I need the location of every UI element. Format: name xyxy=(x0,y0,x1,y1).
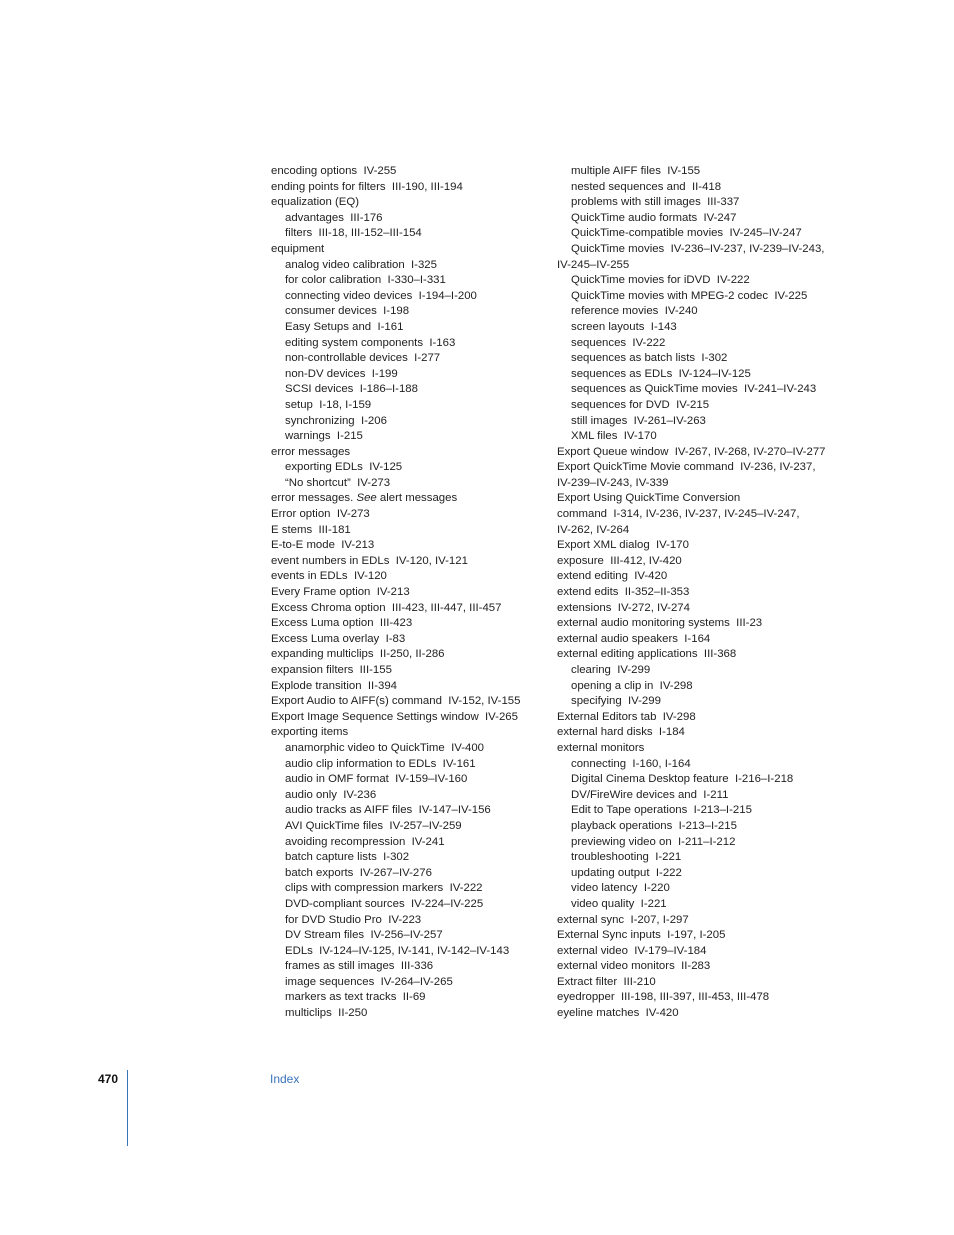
index-subentry: nested sequences and II-418 xyxy=(571,180,722,193)
index-subentry: frames as still images III-336 xyxy=(285,960,434,973)
index-entry: Excess Luma overlay I-83 xyxy=(271,632,406,645)
index-column-left xyxy=(271,164,546,1022)
index-entry: extend edits II-352–II-353 xyxy=(557,586,690,599)
index-entry: command I-314, IV-236, IV-237, IV-245–IV-247, xyxy=(557,508,800,521)
index-subentry: advantages III-176 xyxy=(285,211,383,224)
index-subentry: anamorphic video to QuickTime IV-400 xyxy=(285,741,485,754)
index-entry: exporting items xyxy=(271,726,349,739)
index-entry: extend editing IV-420 xyxy=(557,570,668,583)
index-subentry: updating output I-222 xyxy=(571,866,682,879)
index-subentry: consumer devices I-198 xyxy=(285,305,410,318)
index-subentry: video quality I-221 xyxy=(571,897,667,910)
index-subentry: playback operations I-213–I-215 xyxy=(571,819,737,832)
index-entry: external editing applications III-368 xyxy=(557,648,737,661)
index-subentry: QuickTime audio formats IV-247 xyxy=(571,211,737,224)
index-entry: Excess Chroma option III-423, III-447, III-457 xyxy=(271,601,502,614)
index-subentry: setup I-18, I-159 xyxy=(285,398,372,411)
index-entry: equipment xyxy=(271,242,325,255)
index-subentry: sequences as batch lists I-302 xyxy=(571,352,728,365)
index-entry: ending points for filters III-190, III-194 xyxy=(271,180,463,193)
index-entry: external sync I-207, I-297 xyxy=(557,913,689,926)
index-subentry: QuickTime movies for iDVD IV-222 xyxy=(571,274,750,287)
index-entry: external hard disks I-184 xyxy=(557,726,685,739)
index-entry: external audio speakers I-164 xyxy=(557,632,711,645)
index-subentry: QuickTime movies with MPEG-2 codec IV-225 xyxy=(571,289,808,302)
index-subentry: for DVD Studio Pro IV-223 xyxy=(285,913,422,926)
index-subentry: audio tracks as AIFF files IV-147–IV-156 xyxy=(285,804,491,817)
index-subentry: video latency I-220 xyxy=(571,882,670,895)
index-entry: external monitors xyxy=(557,741,645,754)
index-entry: external video IV-179–IV-184 xyxy=(557,944,707,957)
index-entry: eyedropper III-198, III-397, III-453, III-478 xyxy=(557,991,770,1004)
index-entry: external video monitors II-283 xyxy=(557,960,711,973)
index-subentry: EDLs IV-124–IV-125, IV-141, IV-142–IV-143 xyxy=(285,944,510,957)
index-subentry: exporting EDLs IV-125 xyxy=(285,461,403,474)
index-subentry: batch exports IV-267–IV-276 xyxy=(285,866,432,879)
index-entry: IV-245–IV-255 xyxy=(557,258,630,271)
index-entry: External Sync inputs I-197, I-205 xyxy=(557,929,726,942)
index-subentry: image sequences IV-264–IV-265 xyxy=(285,975,453,988)
index-subentry: editing system components I-163 xyxy=(285,336,456,349)
section-label[interactable]: Index xyxy=(270,1072,300,1086)
index-subentry: previewing video on I-211–I-212 xyxy=(571,835,736,848)
index-subentry: DV/FireWire devices and I-211 xyxy=(571,788,729,801)
index-entry: IV-262, IV-264 xyxy=(557,523,630,536)
index-subentry: audio clip information to EDLs IV-161 xyxy=(285,757,476,770)
index-entry: Export Using QuickTime Conversion xyxy=(557,492,741,505)
index-subentry: clips with compression markers IV-222 xyxy=(285,882,483,895)
index-subentry: sequences as QuickTime movies IV-241–IV-243 xyxy=(571,383,817,396)
index-entry: expansion filters III-155 xyxy=(271,664,392,676)
index-subentry: audio only IV-236 xyxy=(285,788,377,801)
index-subentry: multiclips II-250 xyxy=(285,1007,368,1020)
index-subentry: batch capture lists I-302 xyxy=(285,851,410,864)
index-subentry: warnings I-215 xyxy=(285,430,363,443)
index-subentry: screen layouts I-143 xyxy=(571,320,677,333)
index-subentry: markers as text tracks II-69 xyxy=(285,991,426,1004)
index-entry: exposure III-412, IV-420 xyxy=(557,554,682,567)
page-number: 470 xyxy=(98,1072,119,1086)
index-entry: Export QuickTime Movie command IV-236, IV-237, xyxy=(557,461,816,474)
index-entry: Explode transition II-394 xyxy=(271,679,398,692)
index-subentry: avoiding recompression IV-241 xyxy=(285,835,445,848)
index-subentry: SCSI devices I-186–I-188 xyxy=(285,383,418,396)
index-entry: Excess Luma option III-423 xyxy=(271,617,413,630)
index-entry: expanding multiclips II-250, II-286 xyxy=(271,648,445,661)
index-entry: error messages xyxy=(271,445,351,458)
index-subentry: multiple AIFF files IV-155 xyxy=(571,165,701,177)
index-subentry: “No shortcut” IV-273 xyxy=(285,476,391,489)
index-subentry: sequences IV-222 xyxy=(571,336,666,349)
index-entry: error messages. See alert messages xyxy=(271,492,458,505)
index-subentry: connecting I-160, I-164 xyxy=(571,757,691,770)
index-subentry: filters III-18, III-152–III-154 xyxy=(285,227,422,240)
footer-divider xyxy=(127,1070,128,1146)
index-entry: Every Frame option IV-213 xyxy=(271,586,410,599)
index-subentry: Edit to Tape operations I-213–I-215 xyxy=(571,804,752,817)
index-entry: Extract filter III-210 xyxy=(557,975,656,988)
index-subentry: reference movies IV-240 xyxy=(571,305,698,318)
index-entry: events in EDLs IV-120 xyxy=(271,570,387,583)
index-subentry: clearing IV-299 xyxy=(571,664,651,676)
index-subentry: AVI QuickTime files IV-257–IV-259 xyxy=(285,819,462,832)
index-entry: equalization (EQ) xyxy=(271,196,360,209)
index-subentry: audio in OMF format IV-159–IV-160 xyxy=(285,773,468,786)
index-entry: Error option IV-273 xyxy=(271,508,370,521)
index-subentry: Digital Cinema Desktop feature I-216–I-218 xyxy=(571,773,794,786)
index-entry: IV-239–IV-243, IV-339 xyxy=(557,476,669,489)
index-entry: E stems III-181 xyxy=(271,523,351,536)
index-entry: External Editors tab IV-298 xyxy=(557,710,696,723)
index-subentry: non-DV devices I-199 xyxy=(285,367,398,380)
index-entry: event numbers in EDLs IV-120, IV-121 xyxy=(271,554,468,567)
index-entry: Export Queue window IV-267, IV-268, IV-270–IV-277 xyxy=(557,445,826,458)
index-subentry: specifying IV-299 xyxy=(571,695,661,708)
index-subentry: problems with still images III-337 xyxy=(571,196,740,209)
index-subentry: still images IV-261–IV-263 xyxy=(571,414,706,427)
index-subentry: QuickTime movies IV-236–IV-237, IV-239–IV-243, xyxy=(571,242,825,255)
index-subentry: Easy Setups and I-161 xyxy=(285,320,404,333)
index-column-right xyxy=(557,164,842,1022)
index-entry: Export Image Sequence Settings window IV-265 xyxy=(271,710,518,723)
index-subentry: troubleshooting I-221 xyxy=(571,851,682,864)
index-entry: Export XML dialog IV-170 xyxy=(557,539,689,552)
index-entry: extensions IV-272, IV-274 xyxy=(557,601,690,614)
index-subentry: sequences as EDLs IV-124–IV-125 xyxy=(571,367,751,380)
index-entry: E-to-E mode IV-213 xyxy=(271,539,375,552)
index-subentry: non-controllable devices I-277 xyxy=(285,352,441,365)
index-subentry: DVD-compliant sources IV-224–IV-225 xyxy=(285,897,484,910)
index-subentry: for color calibration I-330–I-331 xyxy=(285,274,446,287)
index-subentry: DV Stream files IV-256–IV-257 xyxy=(285,929,443,942)
index-entry: encoding options IV-255 xyxy=(271,165,397,177)
index-subentry: XML files IV-170 xyxy=(571,430,657,443)
index-subentry: QuickTime-compatible movies IV-245–IV-247 xyxy=(571,227,802,240)
index-subentry: sequences for DVD IV-215 xyxy=(571,398,710,411)
index-subentry: analog video calibration I-325 xyxy=(285,258,437,271)
index-subentry: connecting video devices I-194–I-200 xyxy=(285,289,477,302)
index-subentry: opening a clip in IV-298 xyxy=(571,679,693,692)
index-subentry: synchronizing I-206 xyxy=(285,414,387,427)
index-entry: external audio monitoring systems III-23 xyxy=(557,617,763,630)
index-entry: eyeline matches IV-420 xyxy=(557,1007,679,1020)
index-entry: Export Audio to AIFF(s) command IV-152, IV-155 xyxy=(271,695,521,708)
